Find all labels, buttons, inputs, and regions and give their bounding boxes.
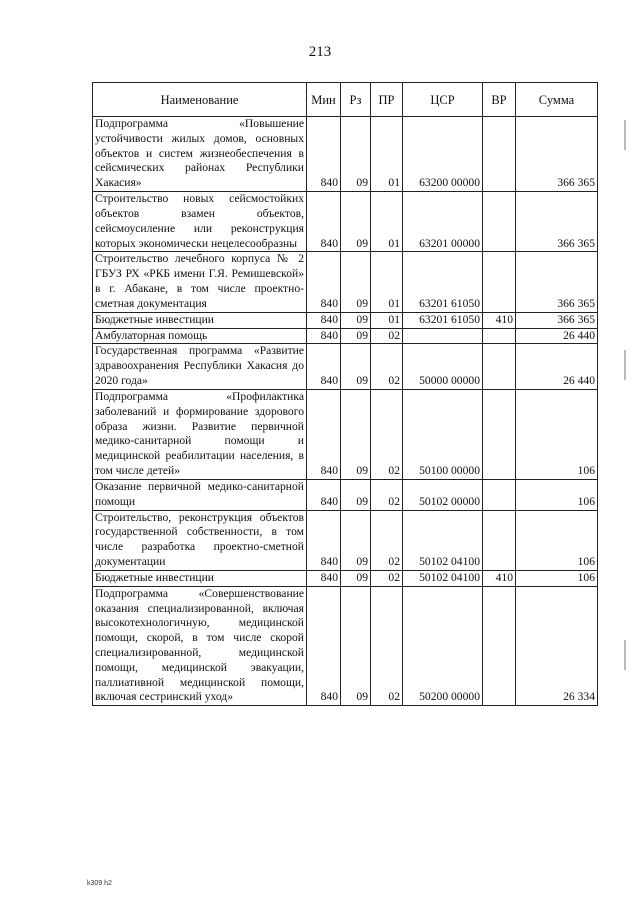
row-min: 840 — [307, 192, 341, 252]
row-min: 840 — [307, 586, 341, 706]
row-name: Бюджетные инвестиции — [93, 312, 307, 328]
row-csr: 50200 00000 — [403, 586, 483, 706]
row-min: 840 — [307, 312, 341, 328]
row-sum: 366 365 — [516, 252, 598, 312]
row-csr: 63201 00000 — [403, 192, 483, 252]
table-row — [93, 570, 598, 586]
table-row — [93, 192, 598, 252]
header-name: Наименование — [93, 83, 307, 117]
row-rz: 09 — [341, 389, 371, 479]
row-pr: 01 — [371, 117, 403, 192]
row-min: 840 — [307, 479, 341, 510]
row-pr: 02 — [371, 328, 403, 344]
row-min: 840 — [307, 117, 341, 192]
row-sum: 366 365 — [516, 117, 598, 192]
table-row — [93, 389, 598, 479]
row-csr: 63200 00000 — [403, 117, 483, 192]
row-name: Бюджетные инвестиции — [93, 570, 307, 586]
row-name: Строительство, реконструкция объектов государственной собственности, в том числе разработка проектно-сметной документации — [93, 510, 307, 570]
row-min: 840 — [307, 328, 341, 344]
header-vr: ВР — [483, 83, 516, 117]
table-row — [93, 328, 598, 344]
row-csr — [403, 328, 483, 344]
row-vr — [483, 117, 516, 192]
row-csr: 50100 00000 — [403, 389, 483, 479]
row-rz: 09 — [341, 344, 371, 389]
row-vr: 410 — [483, 570, 516, 586]
row-csr: 63201 61050 — [403, 252, 483, 312]
row-pr: 01 — [371, 252, 403, 312]
row-name: Амбулаторная помощь — [93, 328, 307, 344]
row-vr — [483, 252, 516, 312]
row-pr: 02 — [371, 344, 403, 389]
row-pr: 02 — [371, 479, 403, 510]
row-pr: 02 — [371, 570, 403, 586]
header-pr: ПР — [371, 83, 403, 117]
row-name: Подпрограмма «Профилактика заболеваний и формирование здорового образа жизни. Развитие первичной медико-санитарной помощи и медицинской реабилитации населения, в том числе детей» — [93, 389, 307, 479]
row-csr: 63201 61050 — [403, 312, 483, 328]
row-csr: 50102 04100 — [403, 570, 483, 586]
scan-edge-mark — [624, 640, 626, 670]
row-csr: 50102 00000 — [403, 479, 483, 510]
row-pr: 02 — [371, 389, 403, 479]
table-row — [93, 479, 598, 510]
row-csr: 50000 00000 — [403, 344, 483, 389]
row-rz: 09 — [341, 479, 371, 510]
row-name: Подпрограмма «Совершенствование оказания специализированной, включая высокотехнологичную, медицинской помощи, скорой, в том числе скорой специализированной, медицинской помощи, медицинской эвакуации, паллиативной медицинской помощи, включая сестринский уход» — [93, 586, 307, 706]
row-vr — [483, 328, 516, 344]
scan-edge-mark — [624, 120, 626, 150]
row-sum: 26 440 — [516, 344, 598, 389]
header-sum: Сумма — [516, 83, 598, 117]
row-csr: 50102 04100 — [403, 510, 483, 570]
row-vr — [483, 192, 516, 252]
row-rz: 09 — [341, 252, 371, 312]
row-rz: 09 — [341, 570, 371, 586]
row-min: 840 — [307, 570, 341, 586]
page-number: 213 — [308, 44, 332, 60]
row-pr: 02 — [371, 510, 403, 570]
row-rz: 09 — [341, 510, 371, 570]
table-row — [93, 252, 598, 312]
row-rz: 09 — [341, 192, 371, 252]
table-row — [93, 510, 598, 570]
row-rz: 09 — [341, 328, 371, 344]
row-vr — [483, 586, 516, 706]
scan-edge-mark — [624, 350, 626, 380]
row-name: Строительство новых сейсмостойких объектов взамен объектов, сейсмоусиление или реконструкция которых экономически нецелесообразны — [93, 192, 307, 252]
table-row — [93, 312, 598, 328]
row-sum: 106 — [516, 389, 598, 479]
row-name: Оказание первичной медико-санитарной помощи — [93, 479, 307, 510]
table-row — [93, 586, 598, 706]
row-sum: 26 334 — [516, 586, 598, 706]
header-csr: ЦСР — [403, 83, 483, 117]
row-rz: 09 — [341, 312, 371, 328]
row-name: Подпрограмма «Повышение устойчивости жилых домов, основных объектов и систем жизнеобеспечения в сейсмических районах Республики Хакасия» — [93, 117, 307, 192]
row-pr: 01 — [371, 192, 403, 252]
row-sum: 26 440 — [516, 328, 598, 344]
row-min: 840 — [307, 510, 341, 570]
table-row — [93, 344, 598, 389]
row-pr: 01 — [371, 312, 403, 328]
header-min: Мин — [307, 83, 341, 117]
row-sum: 106 — [516, 570, 598, 586]
row-rz: 09 — [341, 586, 371, 706]
row-sum: 366 365 — [516, 312, 598, 328]
row-name: Государственная программа «Развитие здравоохранения Республики Хакасия до 2020 года» — [93, 344, 307, 389]
budget-table — [92, 82, 598, 706]
header-rz: Рз — [341, 83, 371, 117]
row-sum: 106 — [516, 479, 598, 510]
footer-code: k309 h2 — [87, 880, 112, 887]
row-vr: 410 — [483, 312, 516, 328]
table-row — [93, 117, 598, 192]
table-header-row — [93, 83, 598, 117]
row-min: 840 — [307, 344, 341, 389]
row-vr — [483, 389, 516, 479]
row-min: 840 — [307, 389, 341, 479]
row-sum: 366 365 — [516, 192, 598, 252]
row-vr — [483, 479, 516, 510]
row-vr — [483, 344, 516, 389]
row-min: 840 — [307, 252, 341, 312]
row-name: Строительство лечебного корпуса № 2 ГБУЗ РХ «РКБ имени Г.Я. Ремишевской» в г. Абакане, в том числе проектно-сметная документация — [93, 252, 307, 312]
row-vr — [483, 510, 516, 570]
row-sum: 106 — [516, 510, 598, 570]
row-pr: 02 — [371, 586, 403, 706]
row-rz: 09 — [341, 117, 371, 192]
